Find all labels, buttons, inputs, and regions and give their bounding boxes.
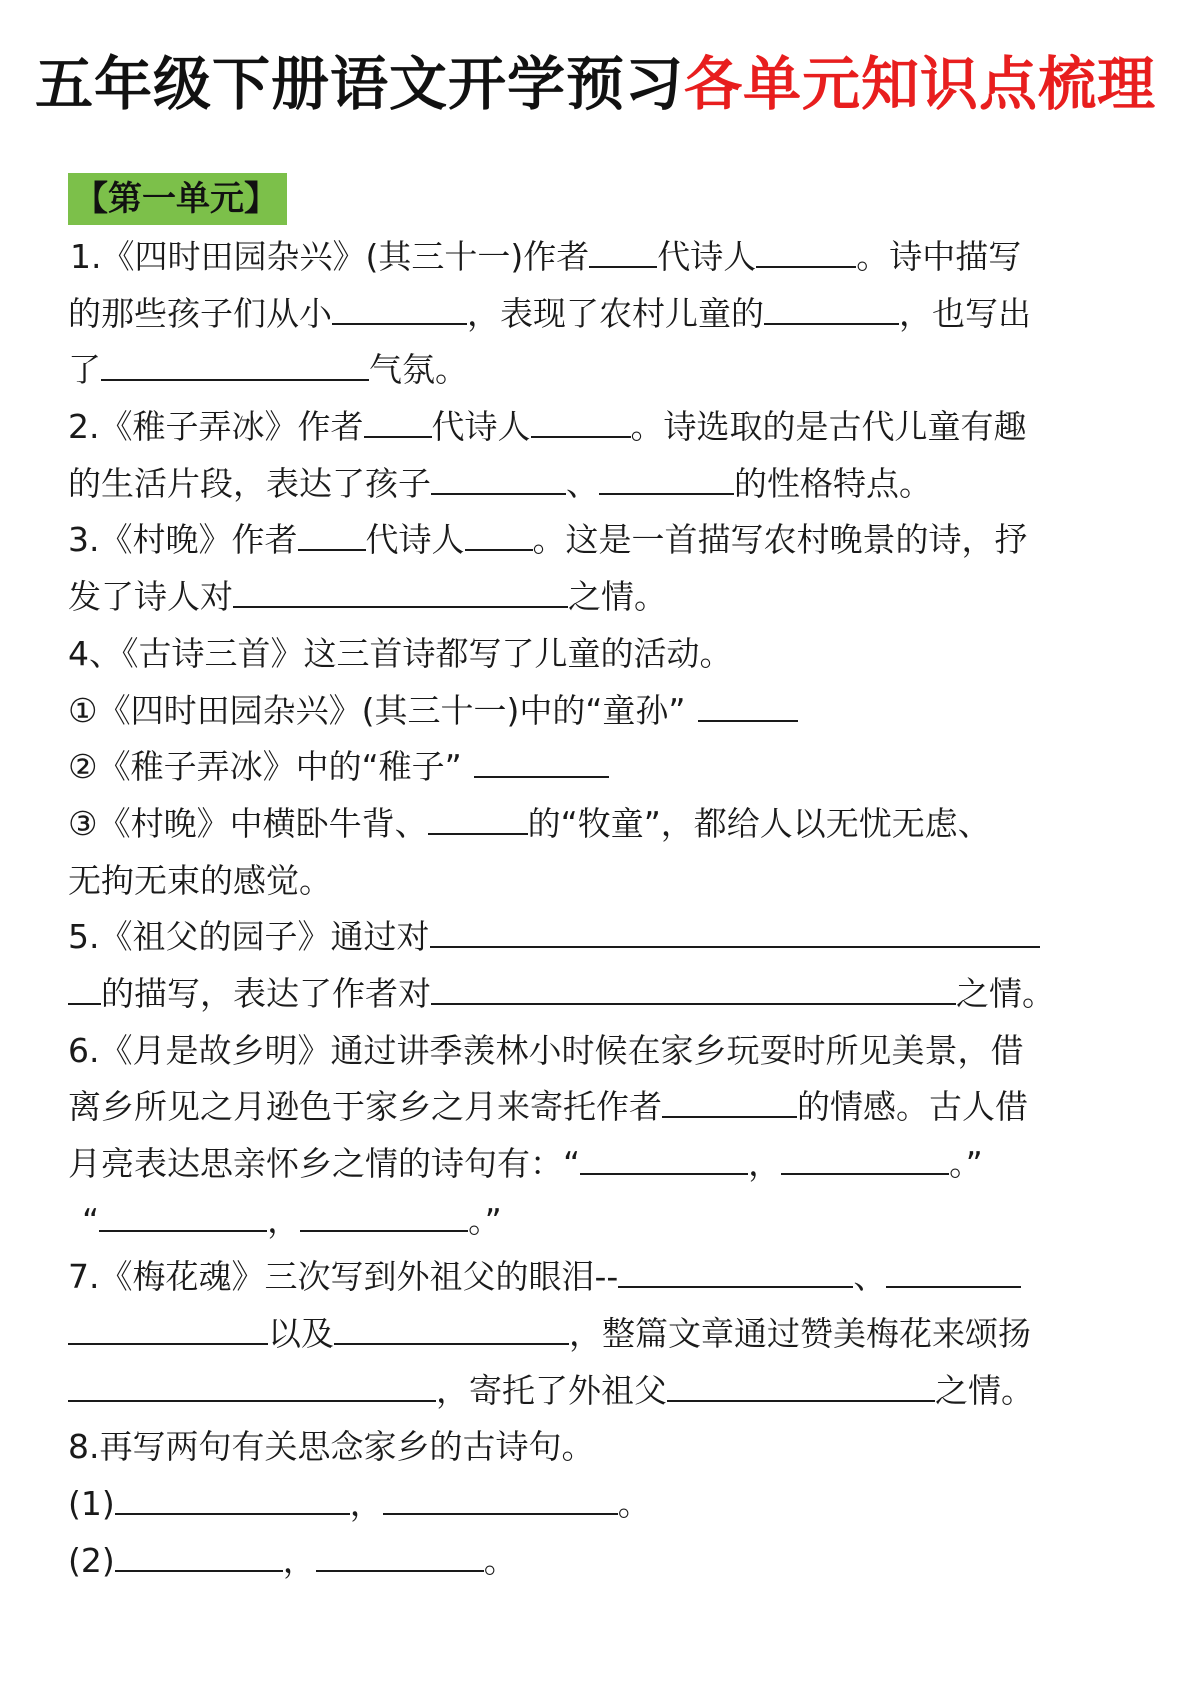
answer-blank[interactable] xyxy=(756,235,856,268)
page-title xyxy=(0,44,1191,124)
text: ，也写出 xyxy=(899,293,1031,333)
text: 代诗人 xyxy=(431,407,531,447)
text: 气氛。 xyxy=(369,350,468,390)
text: 。 xyxy=(483,1540,517,1580)
question-1-line-1 xyxy=(68,229,1134,286)
text: 。” xyxy=(468,1200,502,1240)
text: 无拘无束的感觉。 xyxy=(68,860,332,900)
answer-blank[interactable] xyxy=(764,291,899,324)
text: ，表现了农村儿童的 xyxy=(467,293,764,333)
text: ， xyxy=(267,1200,301,1240)
question-4-line-1 xyxy=(68,626,1134,683)
text: 代诗人 xyxy=(657,237,757,276)
answer-blank[interactable] xyxy=(316,1538,484,1571)
answer-blank[interactable] xyxy=(662,1085,797,1118)
answer-blank[interactable] xyxy=(115,1538,283,1571)
question-6-line-3 xyxy=(68,1136,1134,1193)
answer-blank[interactable] xyxy=(300,1198,468,1231)
text: ，整篇文章通过赞美梅花来颂扬 xyxy=(569,1314,1031,1354)
question-8-line-1 xyxy=(68,1419,1134,1476)
answer-blank[interactable] xyxy=(618,1255,853,1288)
answer-blank[interactable] xyxy=(101,348,369,381)
question-6-line-4 xyxy=(68,1193,1134,1250)
question-7-line-1 xyxy=(68,1249,1134,1306)
text: 1.《四时田园杂兴》(其三十一)作者 xyxy=(70,237,590,276)
question-2-line-2 xyxy=(68,456,1134,513)
unit-heading: 【第一单元】 xyxy=(68,173,287,225)
text: ②《稚子弄冰》中的“稚子” xyxy=(68,747,462,787)
text: ，寄托了外祖父 xyxy=(436,1370,667,1410)
question-list xyxy=(68,229,1134,1590)
text: ③《村晚》中横卧牛背、 xyxy=(68,803,428,843)
question-3-line-2 xyxy=(68,569,1134,626)
text: 4、《古诗三首》这三首诗都写了儿童的活动。 xyxy=(68,633,733,673)
text: 5.《祖父的园子》通过对 xyxy=(68,917,430,957)
answer-blank[interactable] xyxy=(531,405,631,438)
text: 代诗人 xyxy=(365,520,465,560)
answer-blank[interactable] xyxy=(364,405,432,438)
text: 月亮表达思亲怀乡之情的诗句有：“ xyxy=(68,1144,581,1183)
answer-blank[interactable] xyxy=(383,1482,618,1515)
question-6-line-2 xyxy=(68,1079,1134,1136)
text: 之情。 xyxy=(956,973,1055,1013)
text: 的情感。古人借 xyxy=(797,1087,1028,1127)
answer-blank[interactable] xyxy=(233,575,568,608)
answer-blank[interactable] xyxy=(886,1255,1021,1288)
answer-blank[interactable] xyxy=(599,461,734,494)
text: 2.《稚子弄冰》作者 xyxy=(68,407,364,447)
answer-blank[interactable] xyxy=(68,972,101,1005)
text: 之情。 xyxy=(935,1370,1034,1410)
text: 以及 xyxy=(268,1314,334,1354)
question-5-line-2 xyxy=(68,966,1134,1023)
question-5-line-1 xyxy=(68,909,1134,966)
text: 离乡所见之月逊色于家乡之月来寄托作者 xyxy=(68,1087,662,1127)
answer-blank[interactable] xyxy=(68,1312,268,1345)
question-8-item-2 xyxy=(68,1533,1134,1590)
question-7-line-3 xyxy=(68,1363,1134,1420)
answer-blank[interactable] xyxy=(115,1482,350,1515)
answer-blank[interactable] xyxy=(465,518,533,551)
question-1-line-3 xyxy=(68,342,1134,399)
text: 的性格特点。 xyxy=(734,463,932,503)
text: (2) xyxy=(68,1540,115,1580)
answer-blank[interactable] xyxy=(99,1198,267,1231)
text: 。这是一首描写农村晚景的诗，抒 xyxy=(532,520,1028,560)
question-8-item-1 xyxy=(68,1476,1134,1533)
text: 的“牧童”，都给人以无忧无虑、 xyxy=(527,803,991,843)
text: ①《四时田园杂兴》(其三十一)中的“童孙” xyxy=(68,690,686,730)
question-3-line-1 xyxy=(68,512,1134,569)
question-4-item-3-continued xyxy=(68,853,1134,910)
question-6-line-1 xyxy=(68,1023,1134,1080)
question-4-item-1 xyxy=(68,683,1134,740)
text: (1) xyxy=(68,1484,115,1524)
answer-blank[interactable] xyxy=(474,745,609,778)
answer-blank[interactable] xyxy=(698,688,798,721)
answer-blank[interactable] xyxy=(431,461,566,494)
text: 。” xyxy=(949,1144,983,1183)
text: 6.《月是故乡明》通过讲季羡林小时候在家乡玩耍时所见美景，借 xyxy=(68,1030,1024,1070)
answer-blank[interactable] xyxy=(781,1142,949,1175)
text: ， xyxy=(349,1484,383,1524)
text: 8.再写两句有关思念家乡的古诗句。 xyxy=(68,1427,595,1467)
question-1-line-2 xyxy=(68,286,1134,343)
text: 。诗选取的是古代儿童有趣 xyxy=(630,407,1027,447)
text: 7.《梅花魂》三次写到外祖父的眼泪-- xyxy=(68,1257,619,1297)
answer-blank[interactable] xyxy=(334,1312,569,1345)
answer-blank[interactable] xyxy=(431,972,956,1005)
title-red-part: 各单元知识点梳理 xyxy=(684,50,1157,118)
question-4-item-2 xyxy=(68,739,1134,796)
text: 。 xyxy=(617,1484,651,1524)
title-black-part: 五年级下册语文开学预习 xyxy=(34,50,684,118)
text: 、 xyxy=(566,463,599,503)
answer-blank[interactable] xyxy=(428,802,528,835)
text: 3.《村晚》作者 xyxy=(68,520,298,560)
text: 的描写，表达了作者对 xyxy=(101,973,431,1013)
text: ， xyxy=(282,1540,316,1580)
answer-blank[interactable] xyxy=(667,1368,935,1401)
text: “ xyxy=(82,1200,100,1240)
answer-blank[interactable] xyxy=(430,915,1040,948)
answer-blank[interactable] xyxy=(580,1142,748,1175)
text: 发了诗人对 xyxy=(68,577,233,617)
text: 的那些孩子们从小 xyxy=(68,293,332,333)
text: ， xyxy=(748,1144,782,1183)
question-7-line-2 xyxy=(68,1306,1134,1363)
answer-blank[interactable] xyxy=(589,235,657,268)
answer-blank[interactable] xyxy=(298,518,366,551)
question-4-item-3 xyxy=(68,796,1134,853)
text: 。诗中描写 xyxy=(856,237,1022,276)
answer-blank[interactable] xyxy=(332,291,467,324)
answer-blank[interactable] xyxy=(68,1368,436,1401)
text: 之情。 xyxy=(568,577,667,617)
text: 了 xyxy=(68,350,101,390)
question-2-line-1 xyxy=(68,399,1134,456)
text: 、 xyxy=(853,1257,887,1297)
text: 的生活片段，表达了孩子 xyxy=(68,463,431,503)
